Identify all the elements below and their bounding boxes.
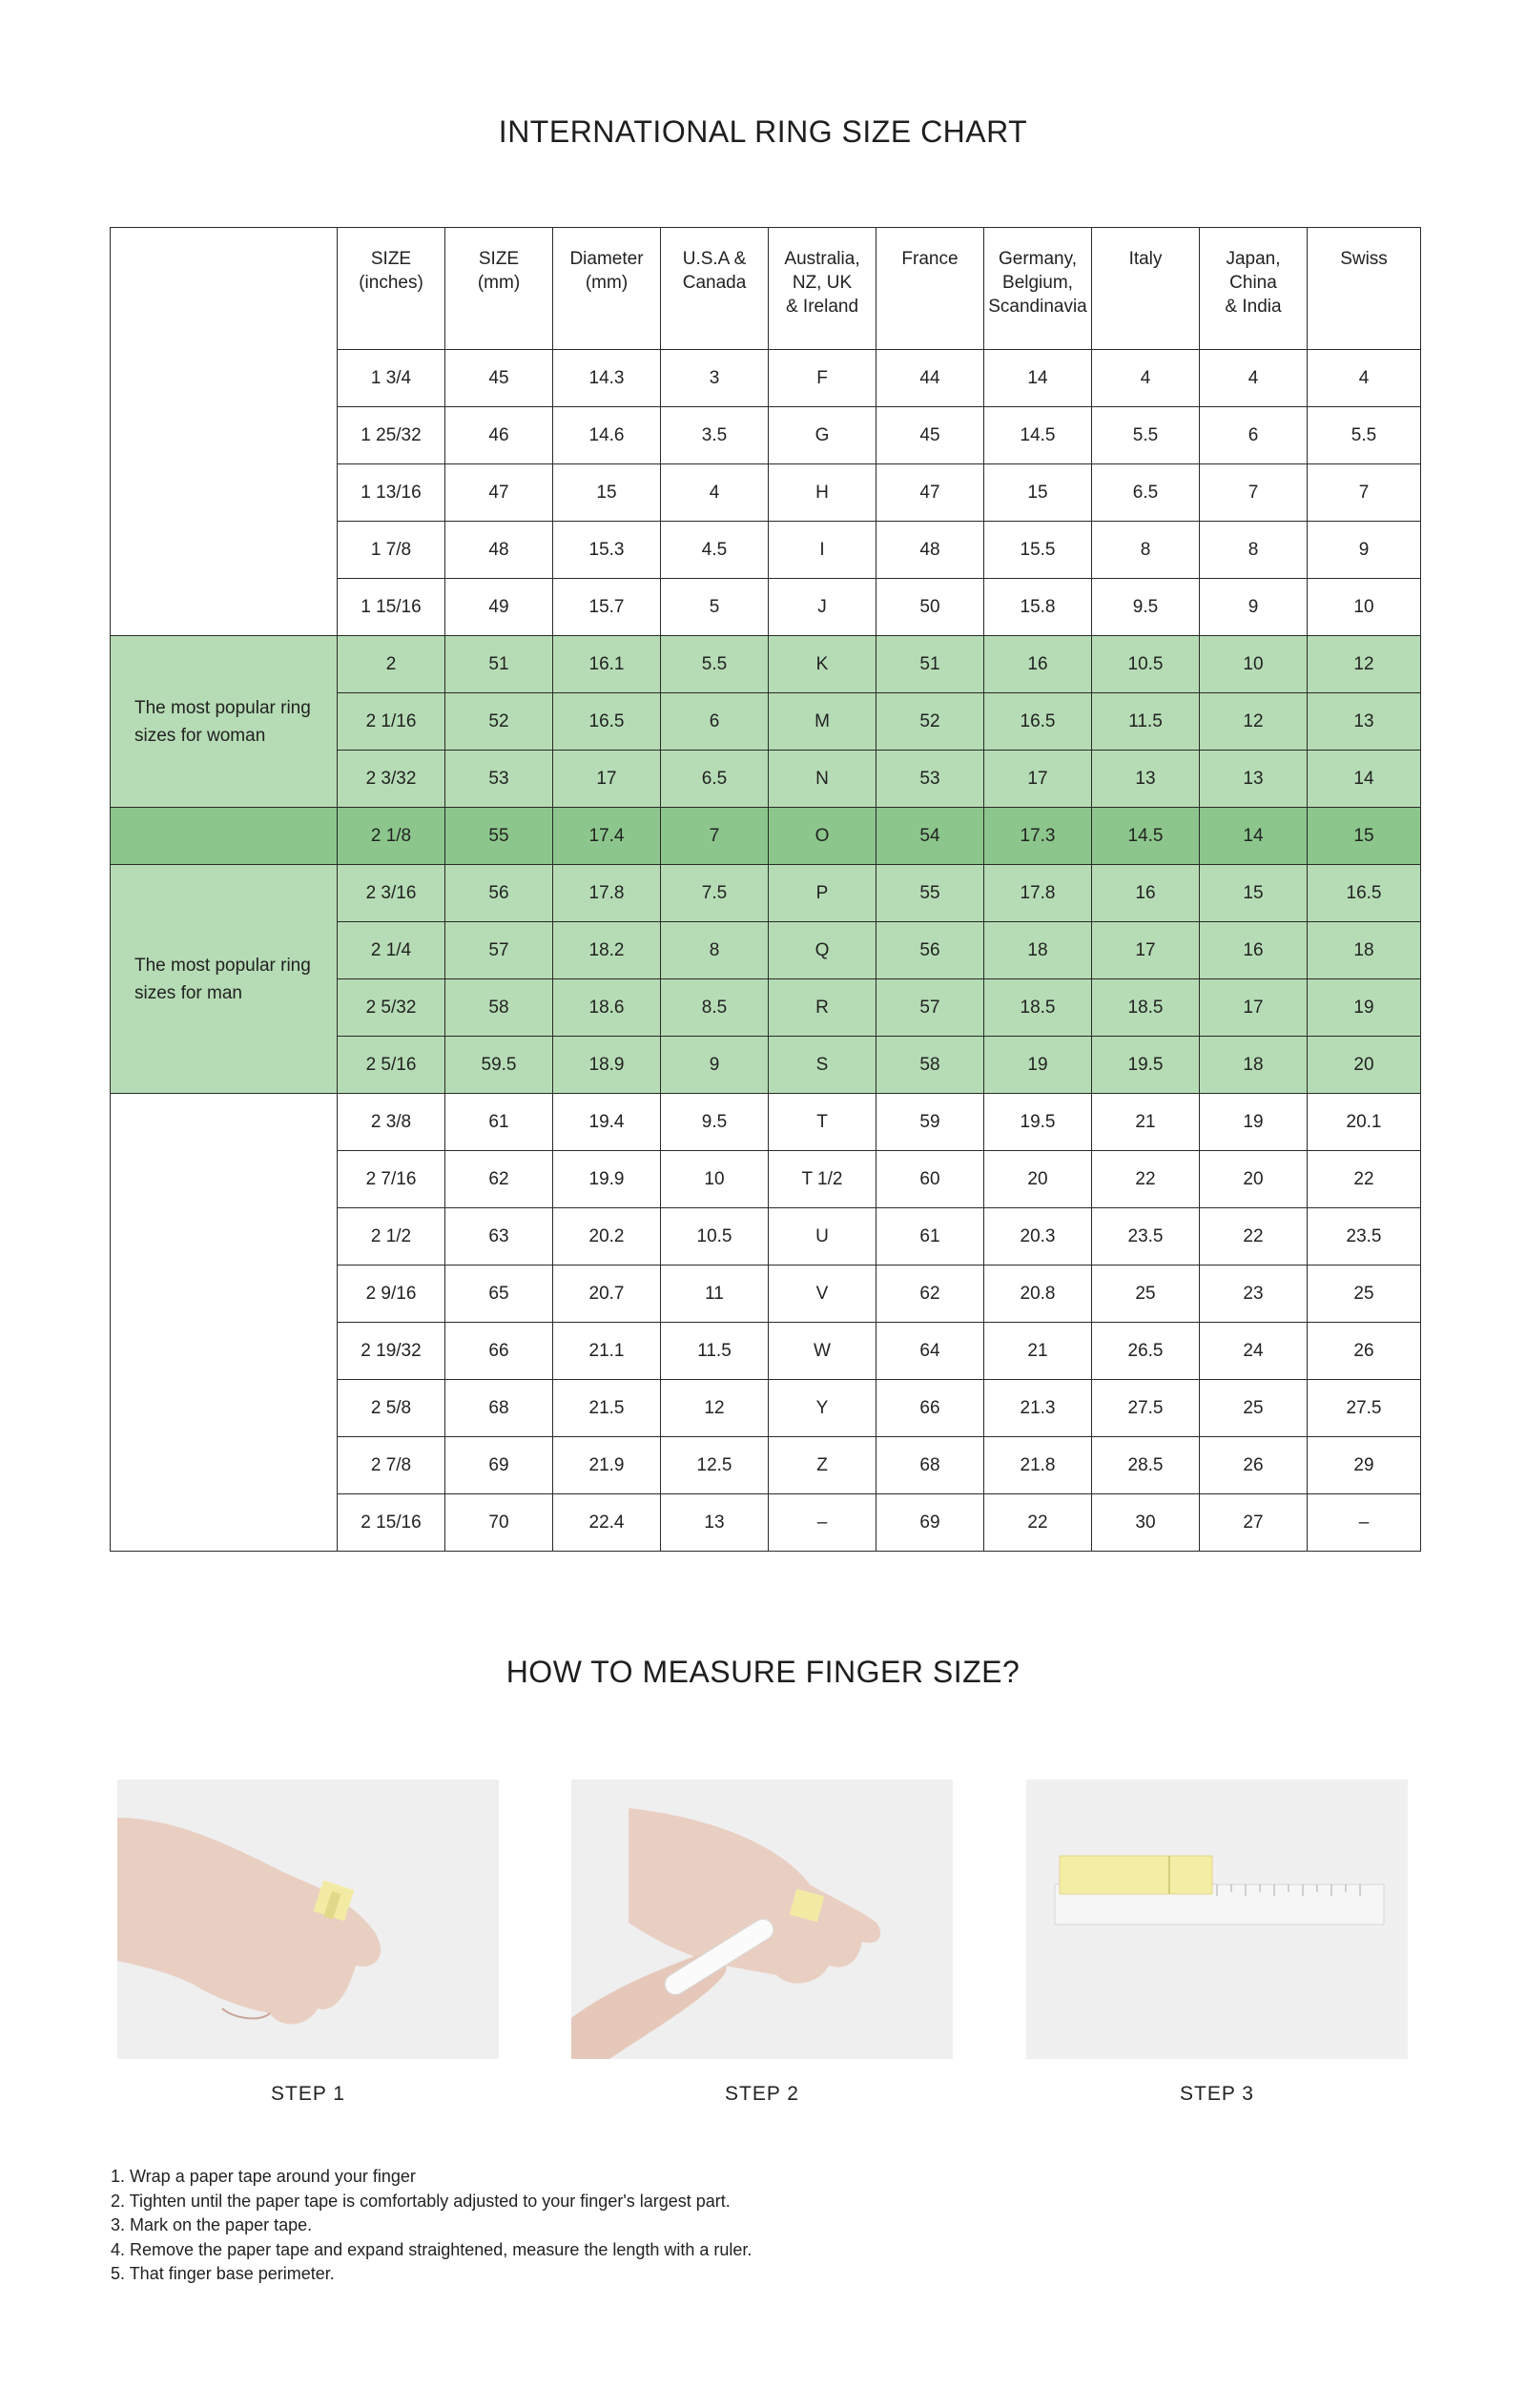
table-cell: 7 [1200,464,1308,522]
table-cell: 19 [1200,1094,1308,1151]
table-cell: 7.5 [661,865,769,922]
table-cell: 51 [445,636,553,693]
table-cell: 26.5 [1092,1323,1200,1380]
table-cell: 62 [876,1266,984,1323]
table-cell: 9.5 [1092,579,1200,636]
table-cell: 19.9 [553,1151,661,1208]
table-cell: 24 [1200,1323,1308,1380]
table-cell: 30 [1092,1494,1200,1552]
table-cell: V [769,1266,876,1323]
table-cell: 62 [445,1151,553,1208]
column-header [1092,228,1200,350]
table-cell: 17 [1092,922,1200,979]
table-cell: 22 [1092,1151,1200,1208]
table-cell: 49 [445,579,553,636]
table-cell: 56 [876,922,984,979]
column-header-line: & Ireland [785,297,859,317]
table-row [111,1094,1421,1151]
column-header-line: Swiss [1340,249,1388,269]
table-cell: 3.5 [661,407,769,464]
table-cell: 10 [1308,579,1421,636]
table-cell: 58 [445,979,553,1037]
table-cell: 19 [984,1037,1092,1094]
table-cell: 7 [1308,464,1421,522]
table-cell: 14.5 [984,407,1092,464]
column-header-line: France [901,249,959,269]
table-cell: 17.3 [984,808,1092,865]
table-cell: 21 [1092,1094,1200,1151]
table-cell: 66 [445,1323,553,1380]
instruction-item: 3. Mark on the paper tape. [111,2215,313,2234]
table-cell: 55 [876,865,984,922]
table-cell: O [769,808,876,865]
table-cell: 11.5 [661,1323,769,1380]
table-cell: 9.5 [661,1094,769,1151]
step-2-label: STEP 2 [725,2083,799,2105]
table-cell: 2 1/2 [338,1208,445,1266]
column-header [769,228,876,350]
table-cell: 20 [1200,1151,1308,1208]
table-cell: 69 [445,1437,553,1494]
column-header [984,228,1092,350]
table-cell: 5.5 [1308,407,1421,464]
table-cell: 20.8 [984,1266,1092,1323]
table-cell: 20 [984,1151,1092,1208]
table-cell: 61 [445,1094,553,1151]
column-header-line: Australia, [784,249,860,269]
table-cell: 15 [1200,865,1308,922]
table-cell: 14.5 [1092,808,1200,865]
table-cell: T 1/2 [769,1151,876,1208]
table-cell: 15 [984,464,1092,522]
column-header-line: NZ, UK [792,273,853,293]
table-cell: 8.5 [661,979,769,1037]
table-cell: 21.5 [553,1380,661,1437]
table-cell: 5.5 [1092,407,1200,464]
table-cell: 2 1/8 [338,808,445,865]
table-cell: H [769,464,876,522]
table-cell: 10 [661,1151,769,1208]
table-cell: 6.5 [661,751,769,808]
table-cell: 10 [1200,636,1308,693]
table-cell: 9 [661,1037,769,1094]
table-row [111,636,1421,693]
table-cell: 25 [1308,1266,1421,1323]
table-cell: 52 [445,693,553,751]
table-cell: 46 [445,407,553,464]
table-cell: 45 [876,407,984,464]
table-cell: 4 [1308,350,1421,407]
instruction-item: 4. Remove the paper tape and expand straightened, measure the length with a ruler. [111,2239,753,2259]
table-cell: 23 [1200,1266,1308,1323]
table-cell: 7 [661,808,769,865]
table-cell: 15.8 [984,579,1092,636]
table-cell: 17 [553,751,661,808]
table-cell: I [769,522,876,579]
table-cell: 20 [1308,1037,1421,1094]
table-cell: 15.5 [984,522,1092,579]
table-cell: 19.4 [553,1094,661,1151]
table-cell: 21 [984,1323,1092,1380]
table-cell: 18 [984,922,1092,979]
table-cell: 17 [1200,979,1308,1037]
column-header-line: Scandinavia [988,297,1087,317]
table-cell: 70 [445,1494,553,1552]
table-cell: 25 [1200,1380,1308,1437]
column-header-line: SIZE [370,249,412,269]
table-cell: 57 [445,922,553,979]
column-header [1200,228,1308,350]
table-cell: 29 [1308,1437,1421,1494]
sidebar-blank-top [111,228,338,636]
table-cell: 17.8 [553,865,661,922]
table-cell: 63 [445,1208,553,1266]
table-cell: 21.1 [553,1323,661,1380]
table-cell: 15.3 [553,522,661,579]
column-header-line: & India [1225,297,1282,317]
table-cell: 13 [1308,693,1421,751]
table-cell: 57 [876,979,984,1037]
table-cell: 18.6 [553,979,661,1037]
table-cell: 5.5 [661,636,769,693]
column-header-line: U.S.A & [682,249,747,269]
column-header-line: Japan, [1226,249,1281,269]
column-header-line: SIZE [478,249,520,269]
table-cell: 14 [984,350,1092,407]
table-cell: 16 [1200,922,1308,979]
table-cell: – [769,1494,876,1552]
column-header [553,228,661,350]
table-cell: 19.5 [1092,1037,1200,1094]
table-cell: F [769,350,876,407]
ring-size-table [110,227,1421,1552]
table-cell: 16.5 [1308,865,1421,922]
table-cell: 6 [661,693,769,751]
table-cell: 12 [661,1380,769,1437]
step-3-image [1026,1780,1408,2059]
table-cell: 1 15/16 [338,579,445,636]
column-header-line: China [1229,273,1277,293]
column-header-line: Diameter [569,249,644,269]
table-cell: 6.5 [1092,464,1200,522]
table-cell: 47 [445,464,553,522]
table-cell: 2 9/16 [338,1266,445,1323]
table-cell: 2 3/32 [338,751,445,808]
table-cell: 19 [1308,979,1421,1037]
table-cell: 18.9 [553,1037,661,1094]
table-cell: 2 3/16 [338,865,445,922]
table-cell: 13 [1200,751,1308,808]
table-cell: 14.6 [553,407,661,464]
table-cell: 18.5 [1092,979,1200,1037]
table-cell: 50 [876,579,984,636]
table-cell: 15 [1308,808,1421,865]
table-cell: T [769,1094,876,1151]
table-cell: 21.3 [984,1380,1092,1437]
table-cell: W [769,1323,876,1380]
table-cell: 28.5 [1092,1437,1200,1494]
table-cell: 55 [445,808,553,865]
step-1-label: STEP 1 [271,2083,345,2105]
instructions-list [111,2165,1255,2287]
table-cell: 6 [1200,407,1308,464]
table-cell: 4 [661,464,769,522]
table-cell: 2 5/8 [338,1380,445,1437]
column-header [445,228,553,350]
table-cell: 12 [1200,693,1308,751]
column-header [876,228,984,350]
table-cell: 4 [1200,350,1308,407]
column-header-line: (mm) [477,273,521,293]
table-cell: 2 [338,636,445,693]
table-cell: 16.1 [553,636,661,693]
table-cell: 14 [1308,751,1421,808]
table-cell: 68 [445,1380,553,1437]
table-cell: 9 [1308,522,1421,579]
table-cell: 56 [445,865,553,922]
column-header-line: Italy [1128,249,1163,269]
table-cell: K [769,636,876,693]
table-cell: 22.4 [553,1494,661,1552]
table-cell: 66 [876,1380,984,1437]
step-1-image [117,1780,499,2059]
table-cell: 11.5 [1092,693,1200,751]
chart-title: INTERNATIONAL RING SIZE CHART [498,114,1028,149]
sidebar-highlight-band [111,808,338,865]
table-cell: 51 [876,636,984,693]
table-cell: 2 7/16 [338,1151,445,1208]
table-cell: 53 [876,751,984,808]
table-cell: 2 3/8 [338,1094,445,1151]
ring-size-table-wrapper [110,227,1417,1552]
table-cell: 48 [876,522,984,579]
column-header [338,228,445,350]
table-cell: 1 7/8 [338,522,445,579]
table-cell: 20.7 [553,1266,661,1323]
table-cell: 53 [445,751,553,808]
step-2-image [571,1780,953,2059]
table-cell: 68 [876,1437,984,1494]
table-cell: 52 [876,693,984,751]
table-cell: 21.8 [984,1437,1092,1494]
sidebar-blank-bottom [111,1094,338,1552]
table-cell: 18 [1308,922,1421,979]
table-cell: 27.5 [1308,1380,1421,1437]
table-cell: 18.2 [553,922,661,979]
table-cell: 8 [1200,522,1308,579]
table-cell: 58 [876,1037,984,1094]
table-cell: 16.5 [553,693,661,751]
table-cell: 22 [1200,1208,1308,1266]
table-cell: 2 1/4 [338,922,445,979]
measure-title: HOW TO MEASURE FINGER SIZE? [505,1655,1021,1689]
table-cell: 59 [876,1094,984,1151]
column-header [1308,228,1421,350]
table-cell: 3 [661,350,769,407]
column-header-line: Canada [682,273,747,293]
table-cell: N [769,751,876,808]
table-cell: 64 [876,1323,984,1380]
table-cell: 20.3 [984,1208,1092,1266]
table-cell: 16 [1092,865,1200,922]
table-cell: 26 [1200,1437,1308,1494]
table-cell: 18.5 [984,979,1092,1037]
table-cell: 2 5/16 [338,1037,445,1094]
table-cell: 22 [984,1494,1092,1552]
table-cell: 8 [1092,522,1200,579]
table-cell: 27.5 [1092,1380,1200,1437]
table-cell: 2 5/32 [338,979,445,1037]
table-cell: 21.9 [553,1437,661,1494]
table-cell: 60 [876,1151,984,1208]
table-cell: 65 [445,1266,553,1323]
table-cell: 20.1 [1308,1094,1421,1151]
table-cell: 16.5 [984,693,1092,751]
table-cell: 9 [1200,579,1308,636]
column-header-line: Germany, [998,249,1077,269]
table-cell: 54 [876,808,984,865]
table-cell: 14 [1200,808,1308,865]
table-cell: 26 [1308,1323,1421,1380]
table-cell: 16 [984,636,1092,693]
instruction-item: 5. That finger base perimeter. [111,2264,335,2283]
table-cell: 15 [553,464,661,522]
table-cell: 1 25/32 [338,407,445,464]
table-cell: 23.5 [1308,1208,1421,1266]
table-cell: 61 [876,1208,984,1266]
woman-group-label: The most popular ring sizes for woman [111,636,338,808]
table-cell: Q [769,922,876,979]
table-cell: 12 [1308,636,1421,693]
table-cell: 1 13/16 [338,464,445,522]
table-row [111,808,1421,865]
column-header-line: (inches) [359,273,423,293]
table-cell: 4 [1092,350,1200,407]
table-row [111,865,1421,922]
table-cell: 2 1/16 [338,693,445,751]
table-cell: 22 [1308,1151,1421,1208]
step-3-label: STEP 3 [1180,2083,1254,2105]
table-cell: 8 [661,922,769,979]
table-cell: 13 [661,1494,769,1552]
table-cell: 47 [876,464,984,522]
table-cell: 48 [445,522,553,579]
table-cell: 25 [1092,1266,1200,1323]
table-cell: Z [769,1437,876,1494]
instruction-item: 2. Tighten until the paper tape is comfortably adjusted to your finger's largest part. [111,2191,731,2211]
table-cell: 27 [1200,1494,1308,1552]
table-cell: 13 [1092,751,1200,808]
table-cell: R [769,979,876,1037]
column-header [661,228,769,350]
table-cell: 44 [876,350,984,407]
table-cell: 45 [445,350,553,407]
table-cell: Y [769,1380,876,1437]
table-cell: 14.3 [553,350,661,407]
table-cell: P [769,865,876,922]
table-cell: 2 7/8 [338,1437,445,1494]
table-cell: S [769,1037,876,1094]
table-cell: 1 3/4 [338,350,445,407]
table-cell: 11 [661,1266,769,1323]
table-cell: 23.5 [1092,1208,1200,1266]
header-row [111,228,1421,350]
table-cell: 18 [1200,1037,1308,1094]
table-cell: 2 15/16 [338,1494,445,1552]
instruction-item: 1. Wrap a paper tape around your finger [111,2167,416,2186]
table-cell: 19.5 [984,1094,1092,1151]
table-cell: 10.5 [661,1208,769,1266]
table-cell: 12.5 [661,1437,769,1494]
table-cell: 10.5 [1092,636,1200,693]
column-header-line: (mm) [585,273,629,293]
table-cell: M [769,693,876,751]
table-cell: – [1308,1494,1421,1552]
table-cell: 69 [876,1494,984,1552]
table-cell: 17 [984,751,1092,808]
table-cell: G [769,407,876,464]
table-cell: 20.2 [553,1208,661,1266]
table-cell: 2 19/32 [338,1323,445,1380]
table-cell: U [769,1208,876,1266]
table-cell: 59.5 [445,1037,553,1094]
table-cell: 15.7 [553,579,661,636]
table-cell: 17.4 [553,808,661,865]
column-header-line: Belgium, [1002,273,1073,293]
man-group-label: The most popular ring sizes for man [111,865,338,1094]
table-cell: 17.8 [984,865,1092,922]
table-cell: J [769,579,876,636]
table-cell: 4.5 [661,522,769,579]
table-cell: 5 [661,579,769,636]
